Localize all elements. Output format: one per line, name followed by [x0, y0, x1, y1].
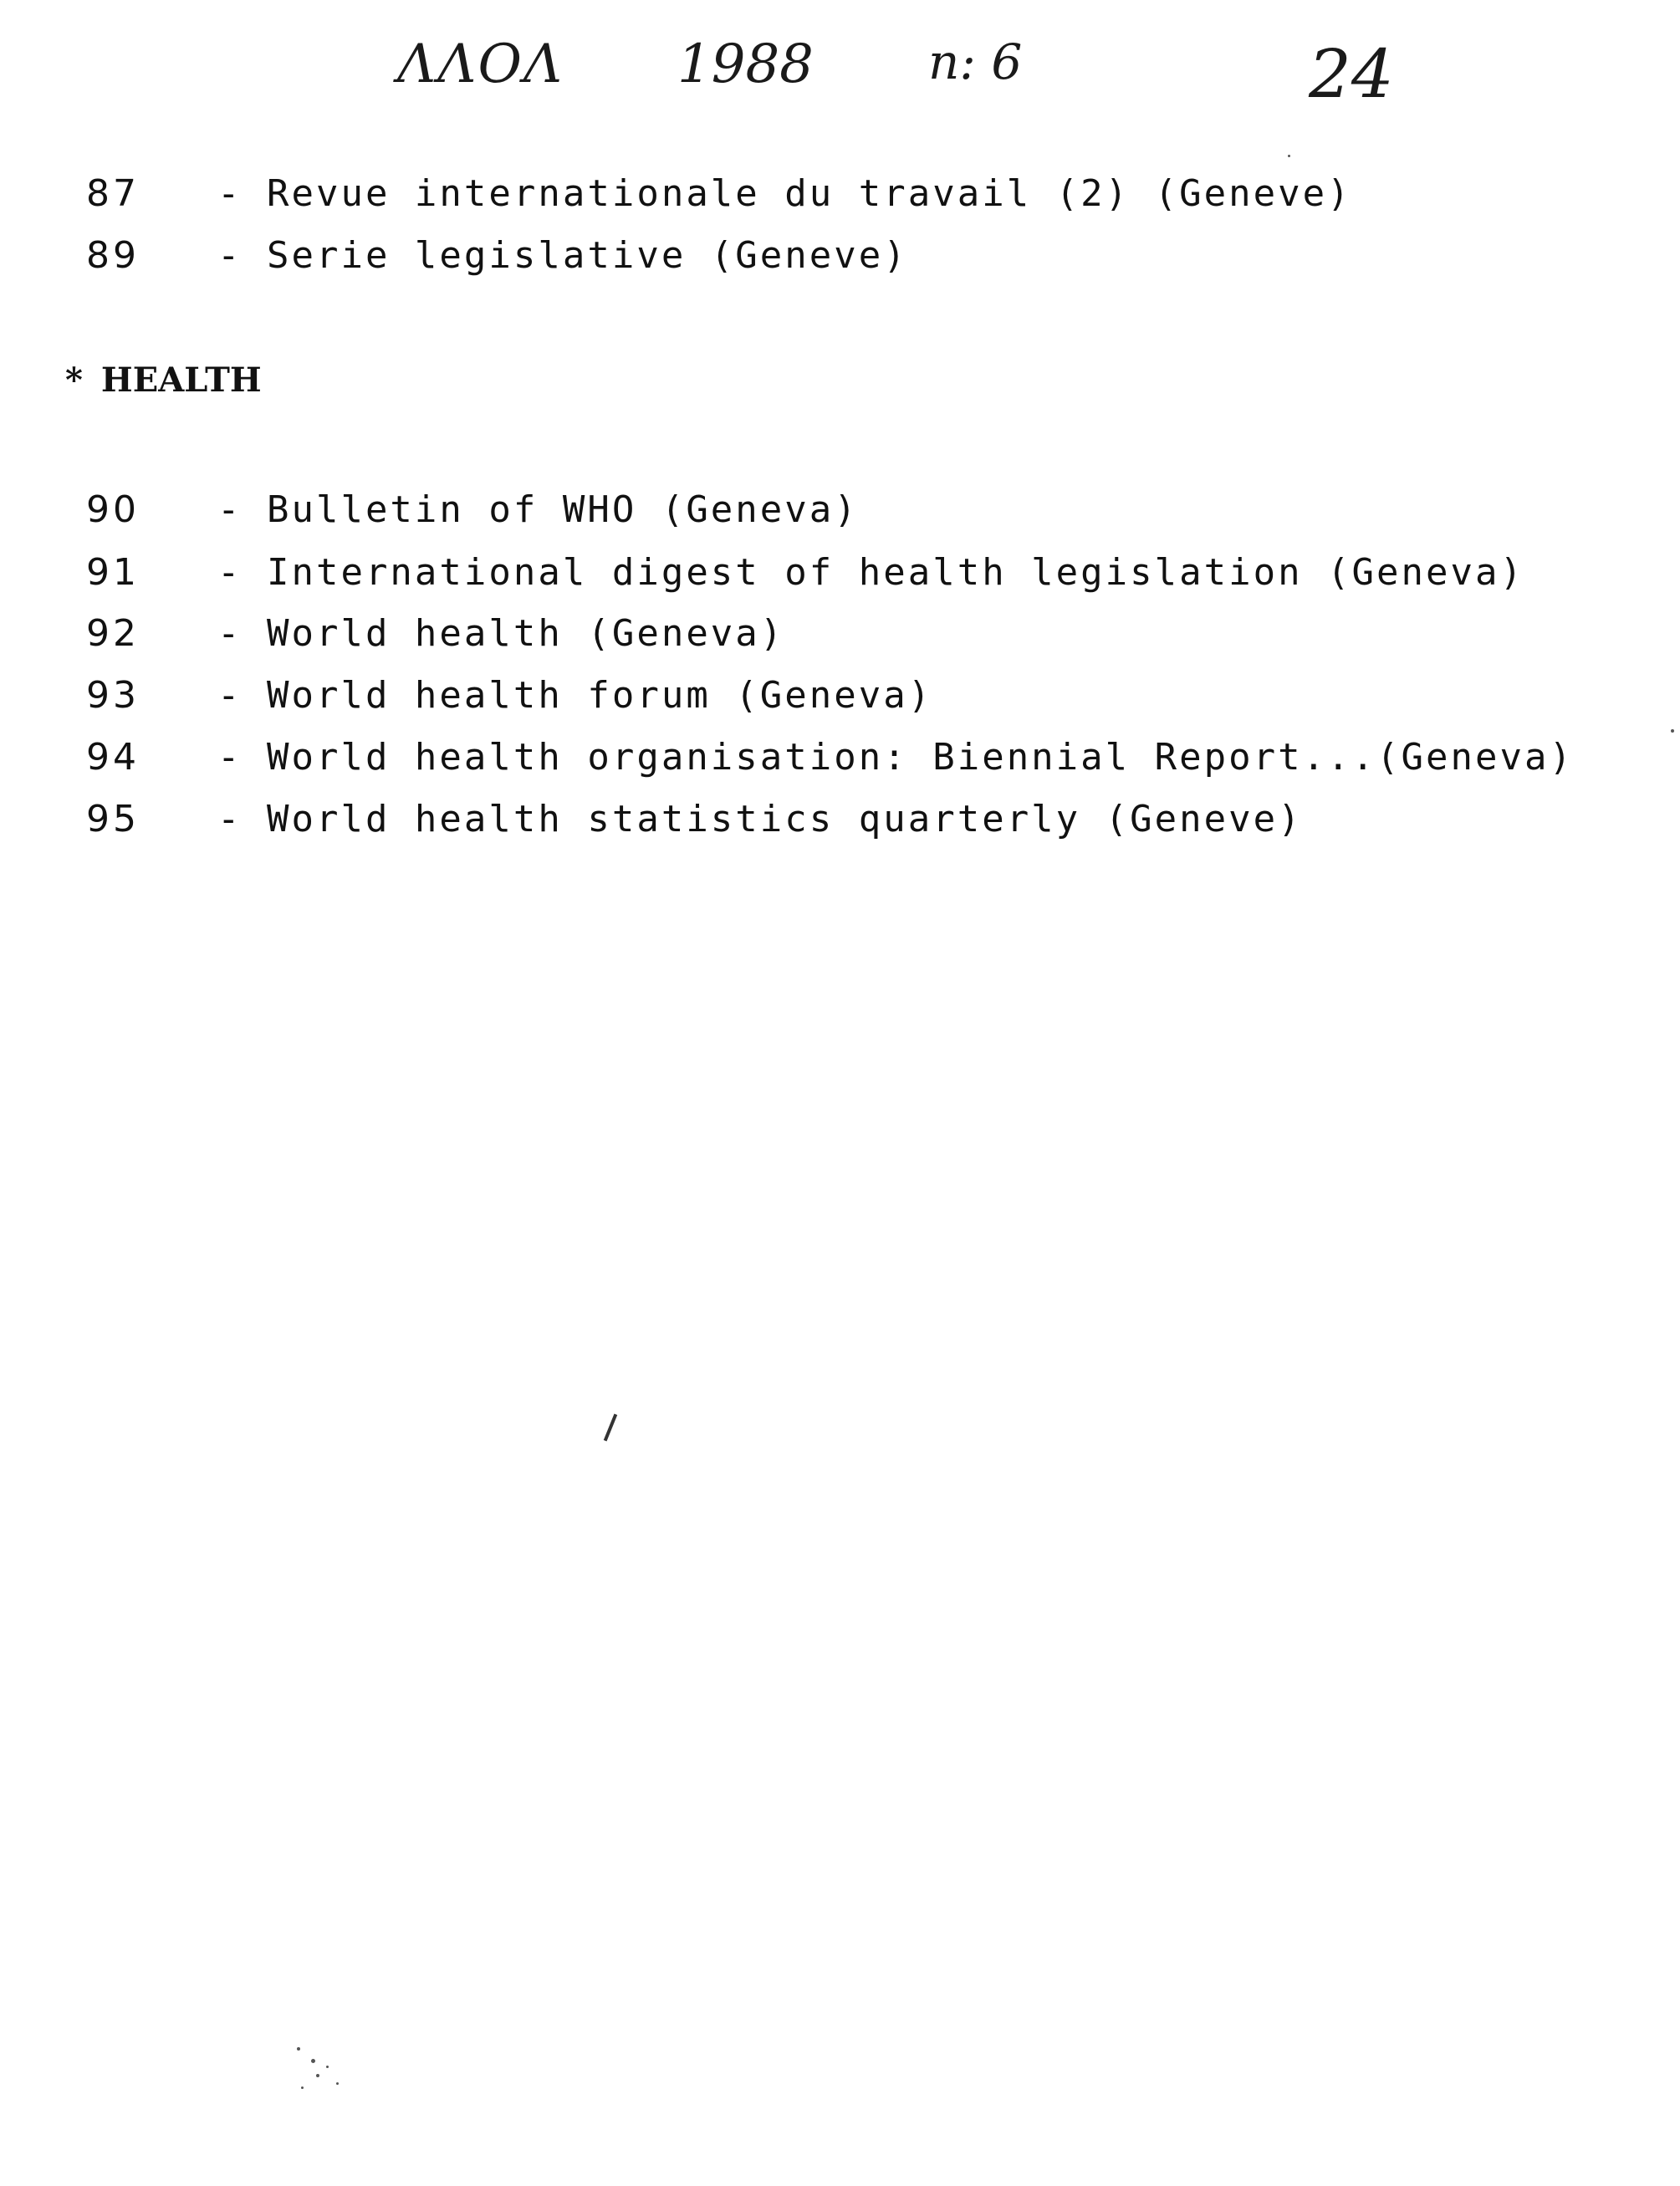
entry-title: - Bulletin of WHO (Geneva) — [217, 488, 859, 531]
list-item — [0, 231, 1680, 281]
scan-speck — [336, 2082, 339, 2085]
handwritten-ref-code: ΛΛΟΛ — [397, 33, 564, 95]
entry-title: - World health (Geneva) — [217, 612, 785, 655]
entry-title: - Revue internationale du travail (2) (Geneve) — [217, 172, 1352, 215]
entry-number: 95 — [86, 798, 140, 840]
list-item — [0, 609, 1680, 659]
entry-title: - Serie legislative (Geneve) — [217, 234, 908, 277]
list-item — [0, 485, 1680, 535]
handwritten-issue: n: 6 — [928, 33, 1023, 90]
scan-speck — [1671, 729, 1674, 733]
list-item — [0, 733, 1680, 783]
scan-stray-mark — [604, 1413, 617, 1441]
scan-speck — [297, 2047, 300, 2051]
entry-title: - International digest of health legislation (Geneva) — [217, 551, 1524, 594]
entry-title: - World health organisation: Biennial Report...(Geneva) — [217, 736, 1574, 779]
entry-number: 94 — [86, 736, 140, 779]
scan-speck — [316, 2074, 319, 2077]
section-heading-text: HEALTH — [100, 360, 262, 400]
entry-number: 87 — [86, 172, 140, 215]
entry-number: 91 — [86, 551, 140, 594]
list-item — [0, 794, 1680, 845]
entry-title: - World health forum (Geneva) — [217, 674, 933, 717]
handwritten-page-mark: 24 — [1309, 35, 1394, 113]
list-item — [0, 671, 1680, 721]
entry-number: 90 — [86, 488, 140, 531]
scan-speck — [1288, 155, 1290, 157]
section-heading — [65, 355, 262, 406]
entry-title: - World health statistics quarterly (Geneve) — [217, 798, 1303, 840]
entry-number: 89 — [86, 234, 140, 277]
scan-speck — [326, 2066, 329, 2068]
entry-number: 92 — [86, 612, 140, 655]
handwritten-year: 1988 — [677, 33, 814, 95]
list-item — [0, 169, 1680, 219]
scan-speck — [301, 2086, 304, 2089]
scan-speck — [311, 2059, 315, 2063]
list-item — [0, 548, 1680, 598]
entry-number: 93 — [86, 674, 140, 717]
section-marker: * — [65, 360, 83, 400]
